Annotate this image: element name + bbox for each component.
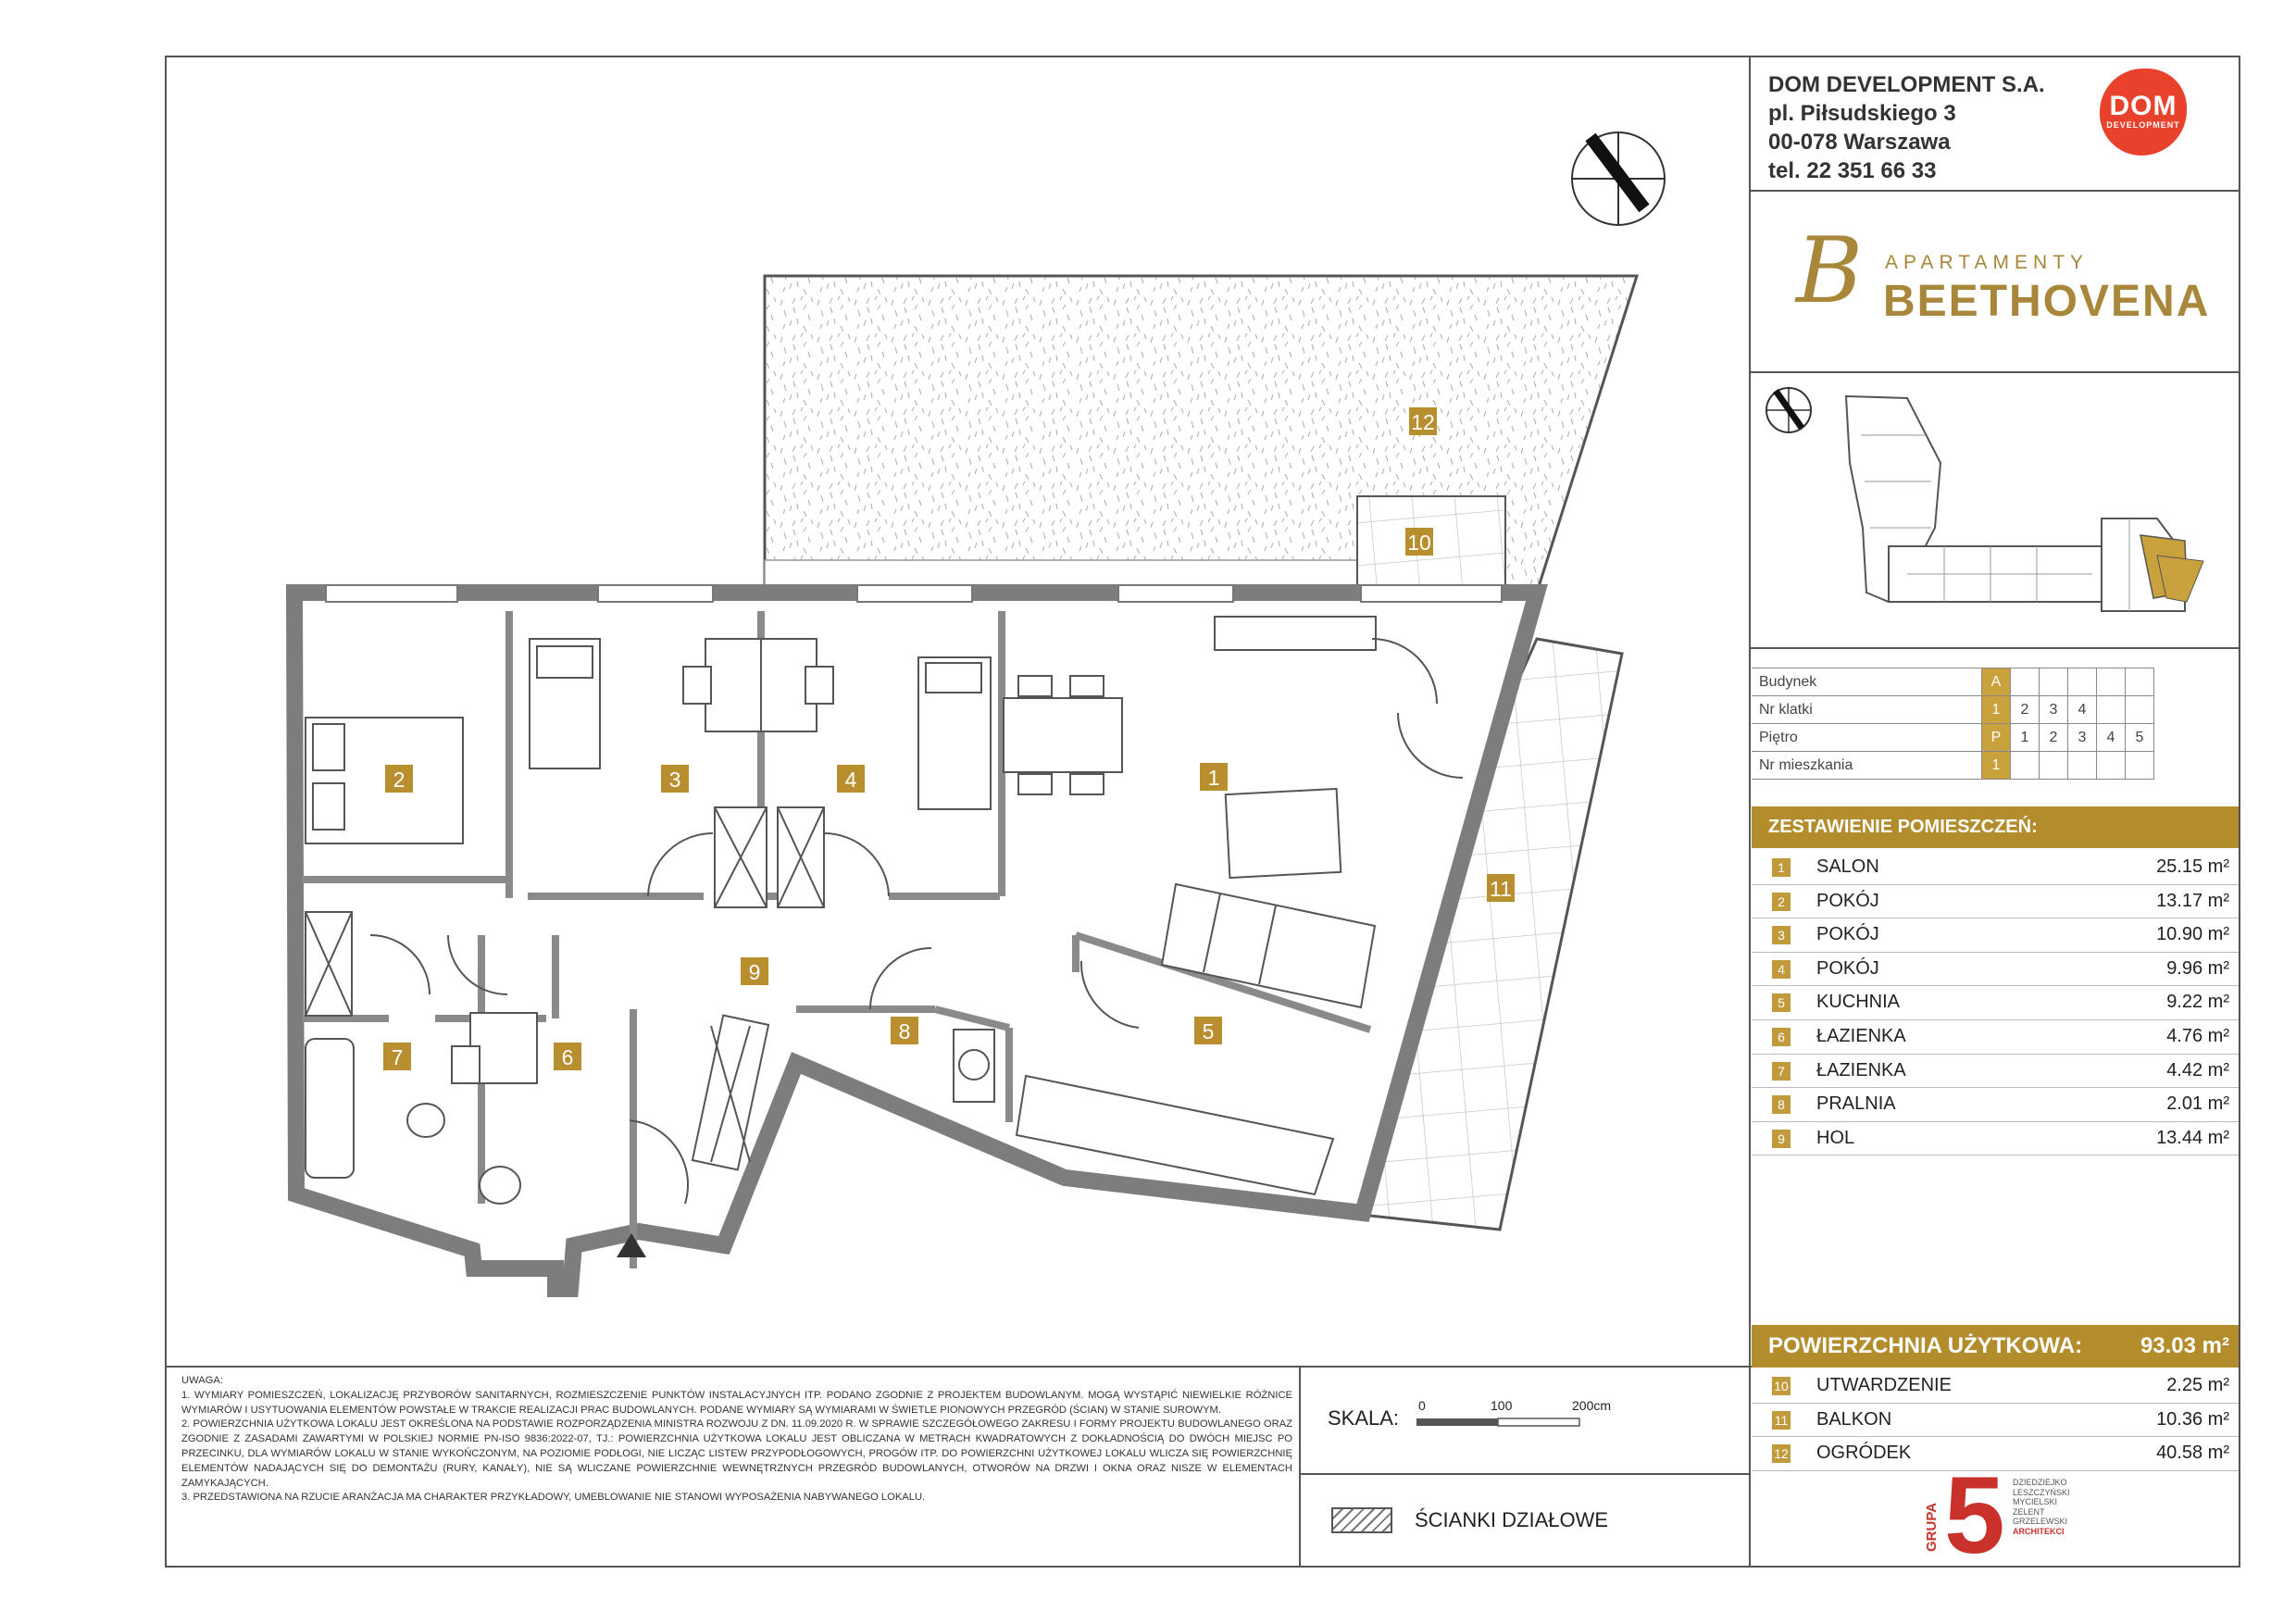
room-name: POKÓJ [1816,890,1879,911]
selector-cell [2011,668,2040,696]
selector-cell: 4 [2097,724,2126,752]
grupa-digit: 5 [1944,1455,2005,1577]
total-value: 93.03 m² [2140,1333,2229,1358]
selector-cell [2097,752,2126,780]
partition-legend-swatch [1331,1507,1392,1533]
room-name: BALKON [1816,1408,1892,1430]
selector-cell [2097,696,2126,724]
room-row [1752,1122,2239,1156]
room-name: KUCHNIA [1816,992,1901,1013]
room-name: POKÓJ [1816,957,1879,979]
room-row [1752,851,2239,885]
total-area [1752,1325,2239,1368]
svg-text:1: 1 [1207,766,1220,790]
selector-cell [2126,668,2154,696]
selector-cell [2040,668,2068,696]
scale-tick-1: 100 [1491,1398,1513,1413]
scale-tick-2: 200cm [1572,1398,1612,1413]
selector-row [1752,724,2154,752]
svg-text:2: 2 [393,768,406,792]
note-2: 2. POWIERZCHNIA UŻYTKOWA LOKALU JEST OKREŚLONA NA PODSTAWIE ROZPORZĄDZENIA MINISTRA ROZWOJU Z DN. 11.09.2020 R. W SPRAWIE SZCZEGÓŁOWEGO ZAKRESU I FORMY PROJEKTU BUDOWLANEGO ORAZ ZGODNIE Z ZASADAMI ZAWARTYMI W POLSKIEJ NORMIE PN-ISO 9836:2022-07, TJ.: POWIERZCHNIA UŻYTKOWA LOKALU JEST OBLICZANA W METRACH KWADRATOWYCH Z DOKŁADNOŚCIĄ DO DWÓCH MIEJSC PO PRZECINKU, DLA WYMIARÓW LOKALU W STANIE WYKOŃCZONYM, NA POZIOMIE PODŁOGI, NIE LICZĄC LISTEW PRZYPODŁOGOWYCH, PROGÓW ITP. DO POWIERZCHNI UŻYTKOWEJ LOKALU WLICZA SIĘ POWIERZCHNIĘ ELEMENTÓW NADAJĄCYCH SIĘ DO DEMONTAŻU (RURY, KANAŁY), NIE SĄ WLICZANE POWIERZCHNIE WEWNĘTRZNYCH PRZEGRÓD BUDOWLANYCH, OTWORÓW NA DRZWI I OKNA ORAZ NISZE W ELEMENTACH ZAMYKAJĄCYCH. [181,1418,1292,1489]
selector-row-label: Piętro [1752,724,1982,752]
room-area: 13.17 m² [2156,890,2229,911]
grupa-word: GRUPA [1924,1502,1940,1552]
architect-names: DZIEDZIEJKO LESZCZYŃSKI MYCIELSKI ZELENT GRZELEWSKI ARCHITEKCI [2013,1478,2070,1536]
room-name: ŁAZIENKA [1816,1059,1906,1081]
selector-cell: 2 [2011,696,2040,724]
selector-cell [2126,696,2154,724]
brand-line-1: APARTAMENTY [1885,252,2090,273]
room-row [1752,1369,2239,1404]
room-name: OGRÓDEK [1816,1443,1912,1464]
selector-cell: 5 [2126,724,2154,752]
selector-cell [2011,752,2040,780]
room-num: 11 [1772,1411,1791,1430]
room-name: HOL [1816,1127,1855,1148]
room-area: 13.44 m² [2156,1127,2229,1148]
total-label: POWIERZCHNIA UŻYTKOWA: [1768,1333,2083,1358]
selector-cell: 3 [2068,724,2097,752]
note-3: 3. PRZEDSTAWIONA NA RZUCIE ARANŻACJA MA CHARAKTER PRZYKŁADOWY, UMEBLOWANIE NIE STANOWI WYPOSAŻENIA NABYWANEGO LOKALU. [181,1492,926,1504]
company-phone: tel. 22 351 66 33 [1768,158,1937,183]
room-area: 9.96 m² [2166,957,2229,979]
location-selector [1752,668,2154,780]
selector-cell [2040,752,2068,780]
selector-cell [2068,668,2097,696]
room-num: 9 [1772,1130,1791,1148]
room-row [1752,1055,2239,1089]
company-block [1768,70,2045,185]
room-row [1752,918,2239,953]
room-num: 10 [1772,1377,1791,1395]
scale-bar [1416,1418,1579,1426]
room-num: 8 [1772,1095,1791,1114]
company-name: DOM DEVELOPMENT S.A. [1768,72,2045,97]
selector-cell: 4 [2068,696,2097,724]
notes-title: UWAGA: [181,1375,223,1386]
svg-text:12: 12 [1411,410,1435,434]
note-1: 1. WYMIARY POMIESZCZEŃ, LOKALIZACJĘ PRZYBORÓW SANITARNYCH, ROZMIESZCZENIE PUNKTÓW INSTALACYJNYCH ITP. PODANO ZGODNIE Z PROJEKTEM BUDOWLANYM. MOGĄ WYSTĄPIĆ NIEWIELKIE RÓŻNICE WYMIARÓW I USYTUOWANIA ELEMENTÓW POWSTAŁE W TRAKCIE REALIZACJI PRAC BUDOWLANYCH. PODANE WYMIARY SĄ WYMIARAMI W ŚWIETLE PIONOWYCH PRZEGRÓD (ŚCIAN) W STANIE SUROWYM. [181,1389,1292,1416]
room-area: 10.36 m² [2156,1408,2229,1430]
selector-cell: A [1982,668,2011,696]
svg-text:6: 6 [561,1045,574,1069]
room-num: 7 [1772,1062,1791,1081]
selector-row [1752,752,2154,780]
room-area: 2.01 m² [2166,1093,2229,1115]
room-num: 12 [1772,1444,1791,1463]
room-row [1752,986,2239,1020]
rooms-list [1752,851,2239,1156]
selector-cell: 1 [1982,752,2011,780]
room-name: UTWARDZENIE [1816,1375,1952,1395]
room-area: 25.15 m² [2156,856,2229,877]
room-num: 6 [1772,1028,1791,1046]
room-row [1752,953,2239,987]
room-num: 4 [1772,960,1791,979]
scale-tick-0: 0 [1418,1398,1426,1413]
notes [181,1374,1292,1505]
dom-development-logo: DOM DEVELOPMENT [2100,69,2187,156]
selector-row-label: Nr klatki [1752,696,1982,724]
selector-cell [2097,668,2126,696]
compass-icon [1572,132,1665,225]
room-area: 40.58 m² [2156,1443,2229,1464]
svg-text:5: 5 [1202,1019,1215,1043]
selector-row [1752,668,2154,696]
room-num: 5 [1772,993,1791,1012]
svg-text:8: 8 [898,1019,911,1043]
room-name: ŁAZIENKA [1816,1025,1906,1046]
room-area: 2.25 m² [2166,1375,2229,1395]
brand-line-2: BEETHOVENA [1883,277,2211,326]
key-plan [1766,388,2203,611]
rooms-header: ZESTAWIENIE POMIESZCZEŃ: [1752,806,2239,848]
svg-text:3: 3 [668,768,681,792]
room-name: POKÓJ [1816,924,1879,945]
selector-row [1752,696,2154,724]
room-row [1752,1020,2239,1055]
partition-legend-label: ŚCIANKI DZIAŁOWE [1415,1508,1609,1531]
selector-cell: 1 [2011,724,2040,752]
svg-text:7: 7 [391,1045,404,1069]
brand-monogram: B [1796,219,1864,324]
selector-row-label: Nr mieszkania [1752,752,1982,780]
room-area: 4.76 m² [2166,1025,2229,1046]
room-num: 3 [1772,926,1791,944]
selector-cell [2068,752,2097,780]
room-num: 1 [1772,858,1791,877]
company-address-1: pl. Piłsudskiego 3 [1768,101,1956,126]
svg-text:4: 4 [844,768,857,792]
selector-cell: 1 [1982,696,2011,724]
selector-cell [2126,752,2154,780]
selector-cell: P [1982,724,2011,752]
selector-cell: 2 [2040,724,2068,752]
scale-label: SKALA: [1328,1406,1400,1430]
room-row [1752,1088,2239,1122]
room-row [1752,1404,2239,1438]
room-area: 10.90 m² [2156,924,2229,945]
selector-row-label: Budynek [1752,668,1982,696]
room-num: 2 [1772,893,1791,911]
room-area: 4.42 m² [2166,1059,2229,1081]
svg-text:11: 11 [1490,877,1512,901]
room-name: PRALNIA [1816,1093,1896,1115]
room-name: SALON [1816,856,1879,877]
room-row [1752,885,2239,919]
selector-cell: 3 [2040,696,2068,724]
company-address-2: 00-078 Warszawa [1768,130,1951,155]
room-area: 9.22 m² [2166,992,2229,1013]
svg-text:10: 10 [1407,531,1431,555]
svg-text:9: 9 [748,960,761,984]
